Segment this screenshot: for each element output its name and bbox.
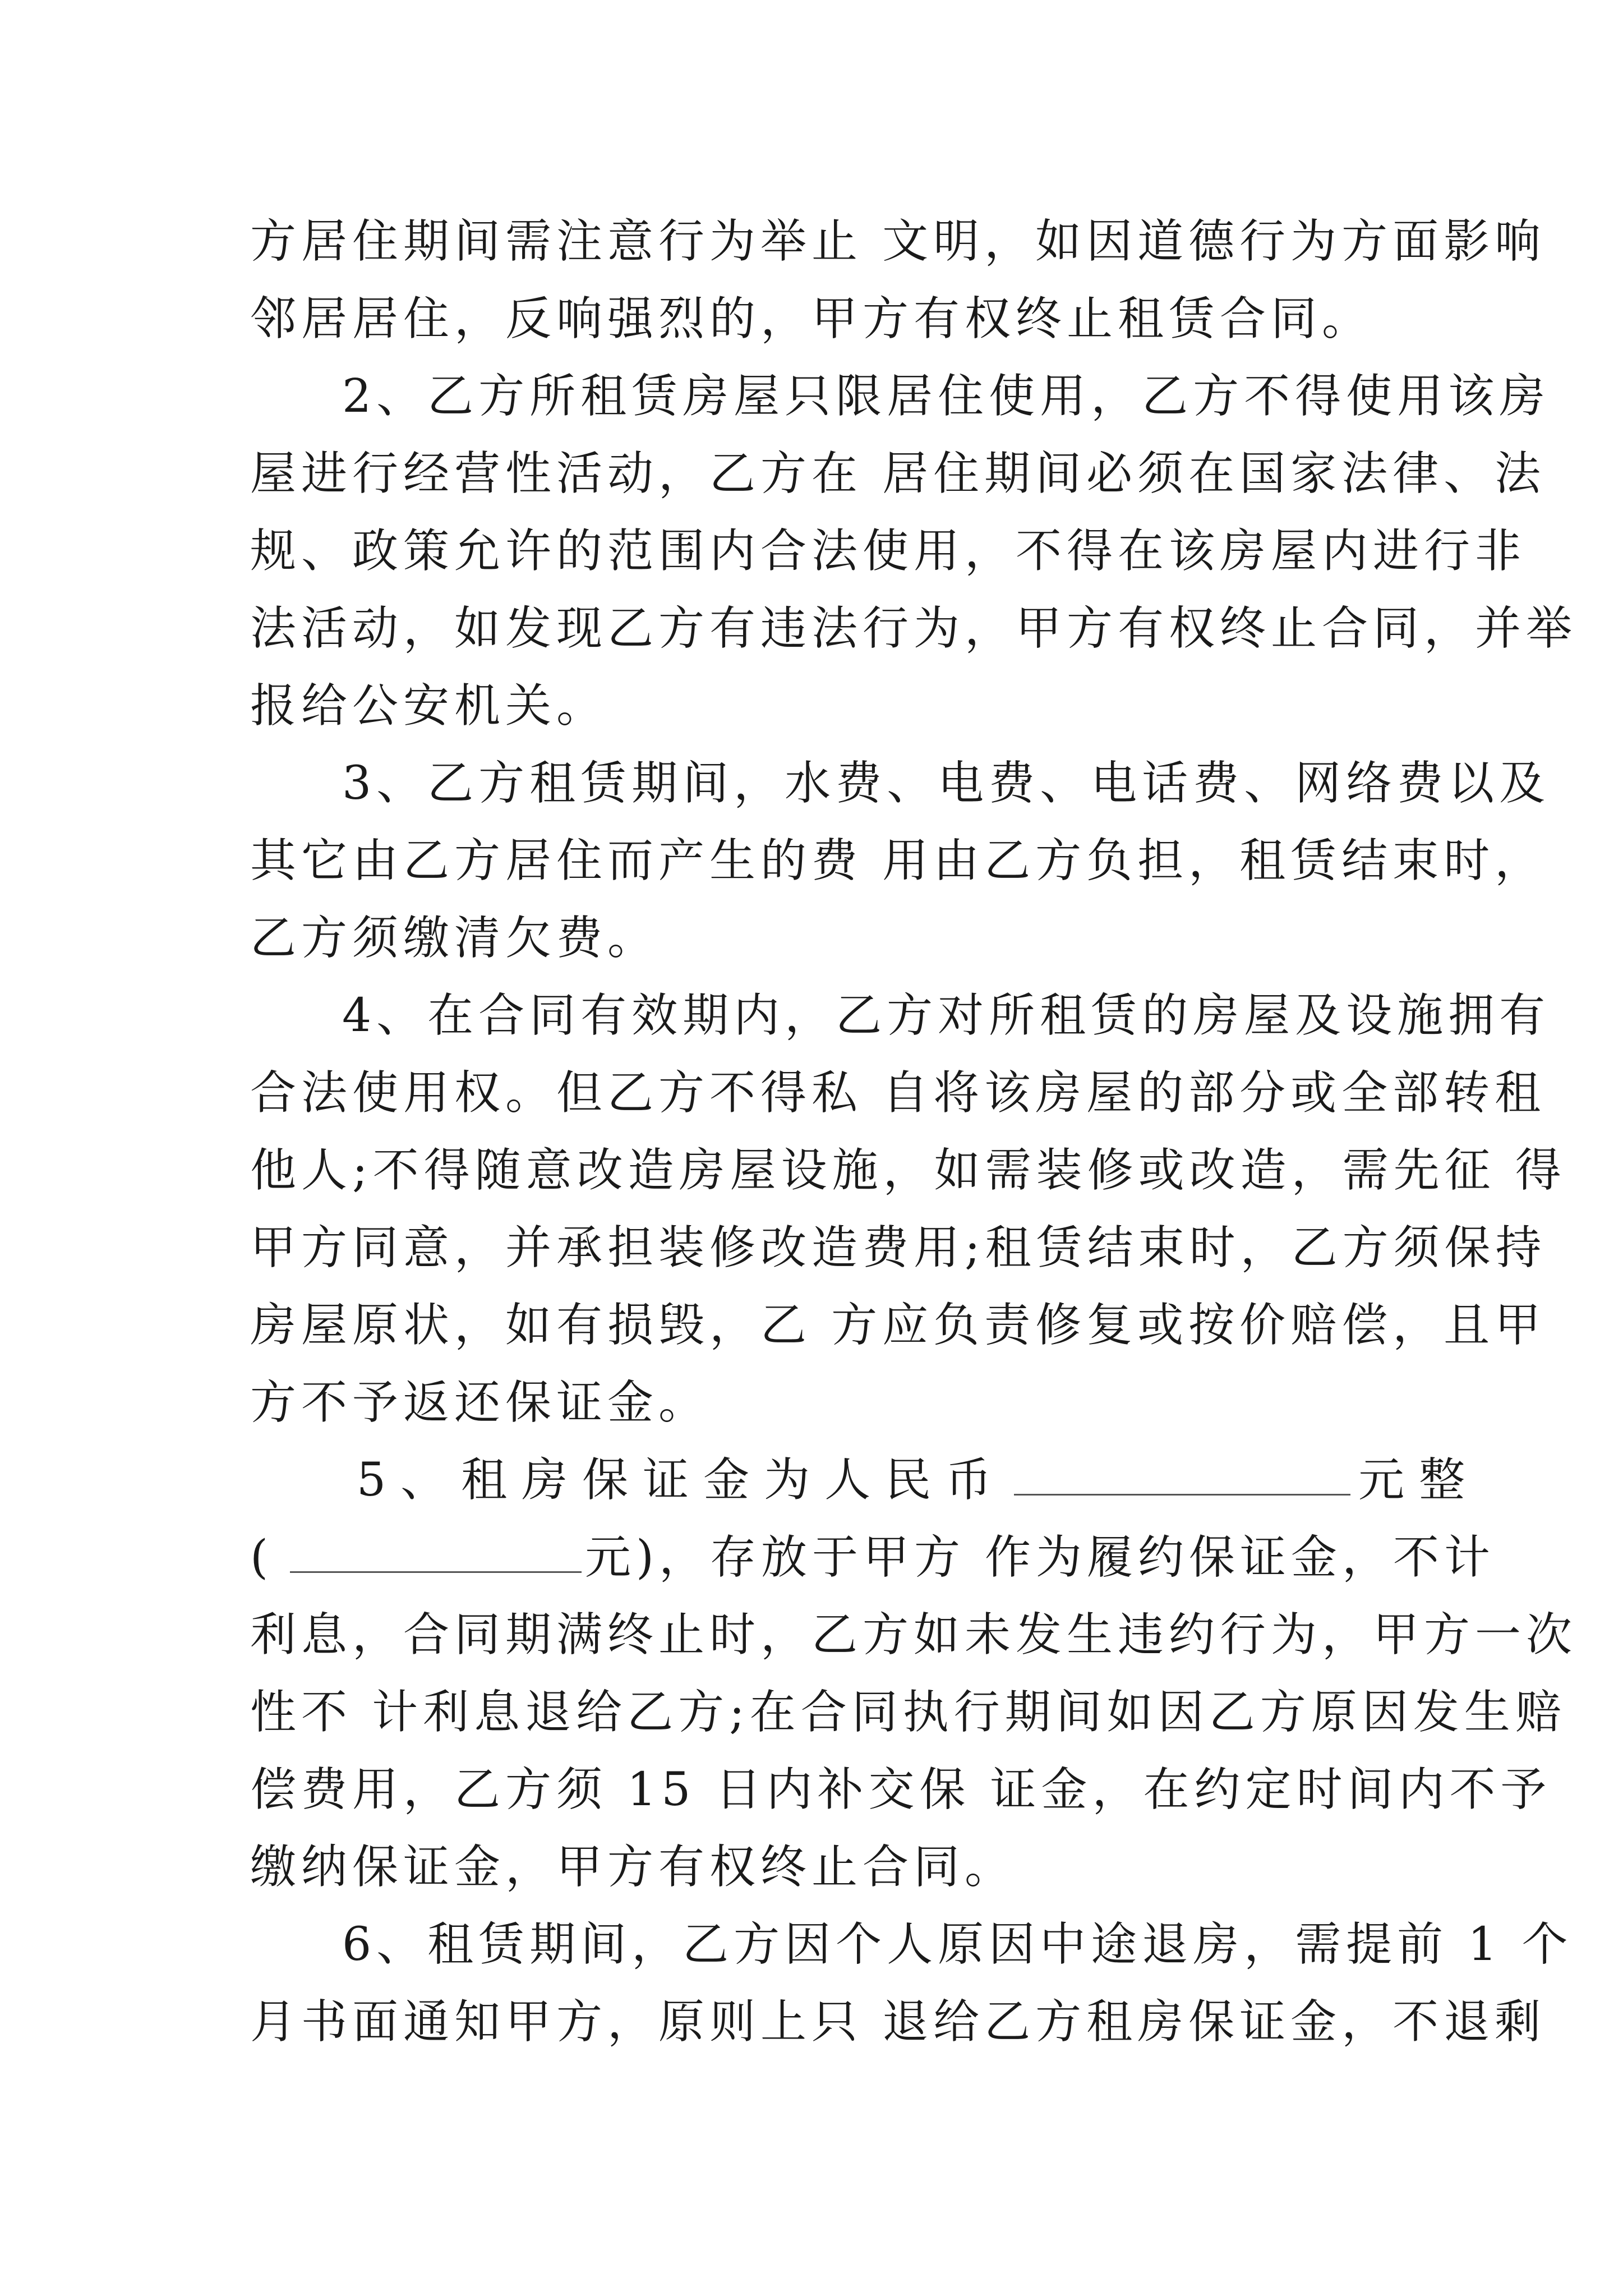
text-line: 乙方须缴清欠费。: [250, 912, 659, 965]
deposit-number-blank: [290, 1536, 582, 1573]
text-line: 他人;不得随意改造房屋设施，如需装修或改造，需先征 得: [250, 1144, 1566, 1197]
text-line: 性不 计利息退给乙方;在合同执行期间如因乙方原因发生赔: [250, 1686, 1566, 1739]
text-line: 偿费用，乙方须 15 日内补交保 证金，在约定时间内不予: [250, 1763, 1552, 1816]
text-line: 方不予返还保证金。: [250, 1376, 710, 1429]
clause-6-start: 6、租赁期间，乙方因个人原因中途退房，需提前 1 个: [342, 1918, 1573, 1971]
text-line: 方居住期间需注意行为举止 文明，如因道德行为方面影响: [250, 215, 1546, 268]
text-line: 屋进行经营性活动，乙方在 居住期间必须在国家法律、法: [250, 447, 1546, 500]
text-line-rest: 元)，存放于甲方 作为履约保证金，不计: [585, 1531, 1496, 1584]
text-line: 房屋原状，如有损毁，乙 方应负责修复或按价赔偿，且甲: [250, 1299, 1546, 1352]
clause-4-start: 4、在合同有效期内，乙方对所租赁的房屋及设施拥有: [342, 989, 1551, 1042]
text-line: 报给公安机关。: [250, 679, 608, 733]
text-line: 缴纳保证金，甲方有权终止合同。: [250, 1841, 1016, 1894]
text-line: 利息，合同期满终止时，乙方如未发生违约行为，甲方一次: [250, 1608, 1578, 1662]
text-line: 规、政策允许的范围内合法使用，不得在该房屋内进行非: [250, 524, 1527, 578]
clause-5-start: [250, 1442, 1480, 1519]
text-line: 合法使用权。但乙方不得私 自将该房屋的部分或全部转租: [250, 1066, 1546, 1120]
text-line: [250, 1519, 1496, 1596]
text-line: 其它由乙方居住而产生的费 用由乙方负担，租赁结束时，: [250, 834, 1546, 887]
clause-5-text: 5、租房保证金为人民币: [357, 1453, 1007, 1507]
clause-3-start: 3、乙方租赁期间，水费、电费、电话费、网络费以及: [342, 757, 1551, 810]
text-line: 甲方同意，并承担装修改造费用;租赁结束时，乙方须保持: [250, 1221, 1547, 1274]
clause-5-unit: 元整: [1358, 1453, 1480, 1507]
text-line: 邻居居住，反响强烈的，甲方有权终止租赁合同。: [250, 292, 1373, 346]
paren-open: (: [250, 1531, 273, 1584]
clause-2-start: 2、乙方所租赁房屋只限居住使用，乙方不得使用该房: [342, 370, 1551, 423]
contract-text: [250, 203, 1578, 2061]
deposit-amount-blank: [1014, 1459, 1350, 1496]
text-line: 法活动，如发现乙方有违法行为，甲方有权终止合同，并举: [250, 602, 1578, 655]
text-line: 月书面通知甲方，原则上只 退给乙方租房保证金，不退剩: [250, 1995, 1546, 2049]
